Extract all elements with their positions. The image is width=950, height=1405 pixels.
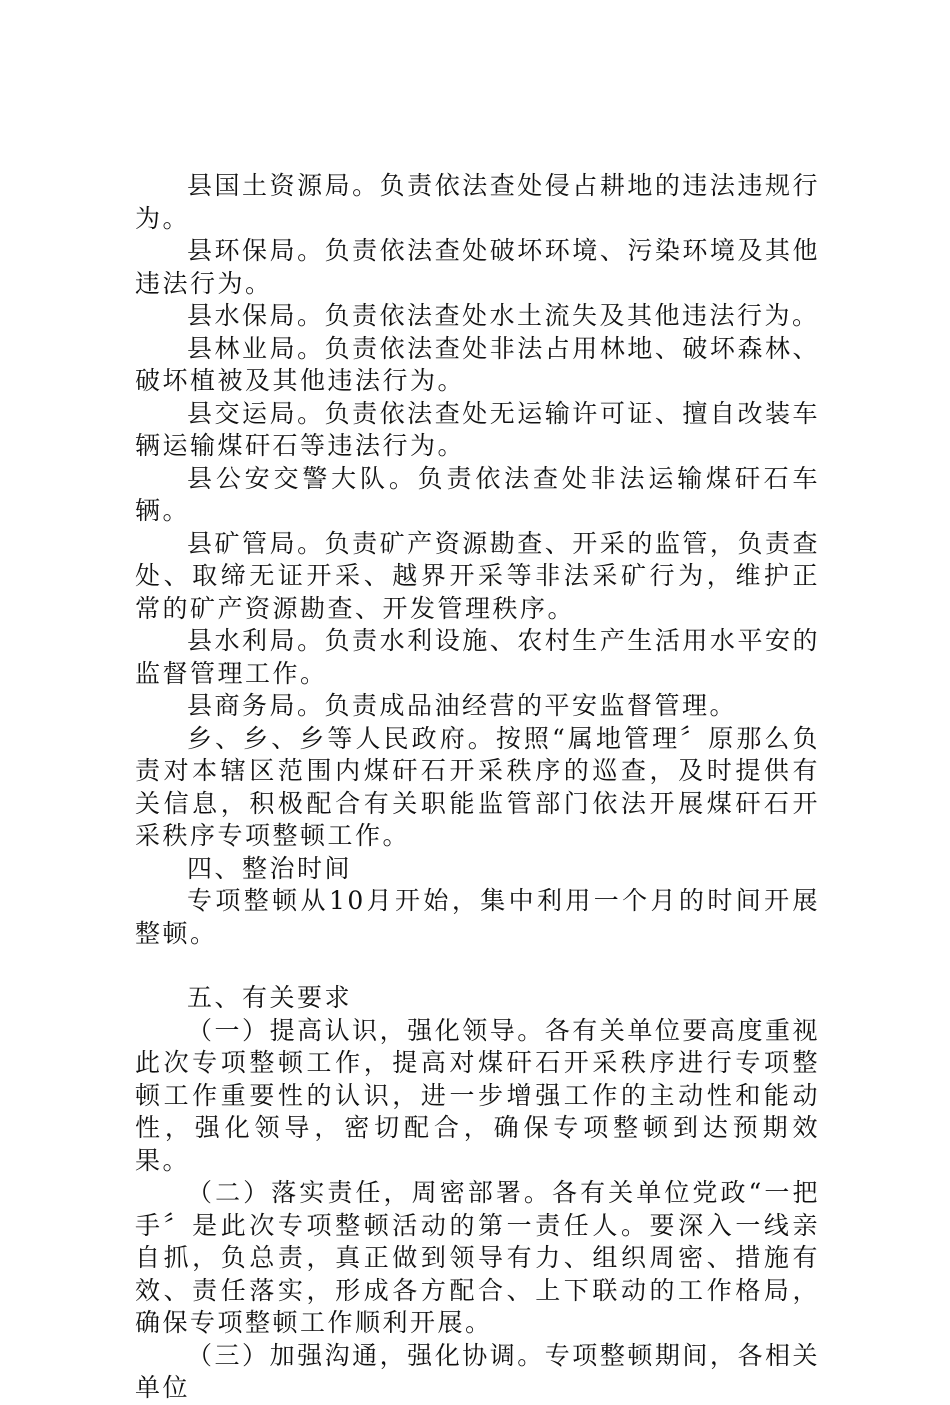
paragraph-mining-bureau: 县矿管局。负责矿产资源勘查、开采的监管，负责查处、取缔无证开采、越界开采等非法采矿行为，维护正常的矿产资源勘查、开发管理秩序。 (135, 528, 820, 623)
paragraph-requirement-1: （一）提高认识，强化领导。各有关单位要高度重视此次专项整顿工作，提高对煤矸石开采秩序进行专项整顿工作重要性的认识，进一步增强工作的主动性和能动性，强化领导，密切配合，确保专项整顿到达预期效果。 (135, 1015, 820, 1175)
paragraph-environmental-bureau: 县环保局。负责依法查处破坏环境、污染环境及其他违法行为。 (135, 236, 820, 298)
paragraph-requirement-2: （二）落实责任，周密部署。各有关单位党政“一把手〞是此次专项整顿活动的第一责任人。要深入一线亲自抓，负总责，真正做到领导有力、组织周密、措施有效、责任落实，形成各方配合、上下联动的工作格局，确保专项整顿工作顺利开展。 (135, 1178, 820, 1337)
paragraph-timeline: 专项整顿从10月开始，集中利用一个月的时间开展整顿。 (135, 886, 820, 948)
paragraph-water-resources-bureau: 县水利局。负责水利设施、农村生产生活用水平安的监督管理工作。 (135, 626, 820, 688)
paragraph-transport-bureau: 县交运局。负责依法查处无运输许可证、擅自改装车辆运输煤矸石等违法行为。 (135, 398, 820, 460)
section-heading-requirements: 五、有关要求 (187, 983, 353, 1012)
paragraph-land-resources-bureau: 县国土资源局。负责依法查处侵占耕地的违法违规行为。 (135, 171, 820, 233)
paragraph-traffic-police: 县公安交警大队。负责依法查处非法运输煤矸石车辆。 (135, 463, 820, 525)
document-body (135, 170, 820, 1405)
paragraph-requirement-3: （三）加强沟通，强化协调。专项整顿期间，各相关单位 (135, 1340, 820, 1402)
paragraph-commerce-bureau: 县商务局。负责成品油经营的平安监督管理。 (187, 691, 738, 720)
paragraph-township-governments: 乡、乡、乡等人民政府。按照“属地管理〞原那么负责对本辖区范围内煤矸石开采秩序的巡查，及时提供有关信息，积极配合有关职能监管部门依法开展煤矸石开采秩序专项整顿工作。 (135, 723, 820, 850)
paragraph-water-conservation-bureau: 县水保局。负责依法查处水土流失及其他违法行为。 (187, 301, 820, 330)
section-heading-timeline: 四、整治时间 (187, 853, 353, 883)
paragraph-forestry-bureau: 县林业局。负责依法查处非法占用林地、破坏森林、破坏植被及其他违法行为。 (135, 333, 820, 395)
